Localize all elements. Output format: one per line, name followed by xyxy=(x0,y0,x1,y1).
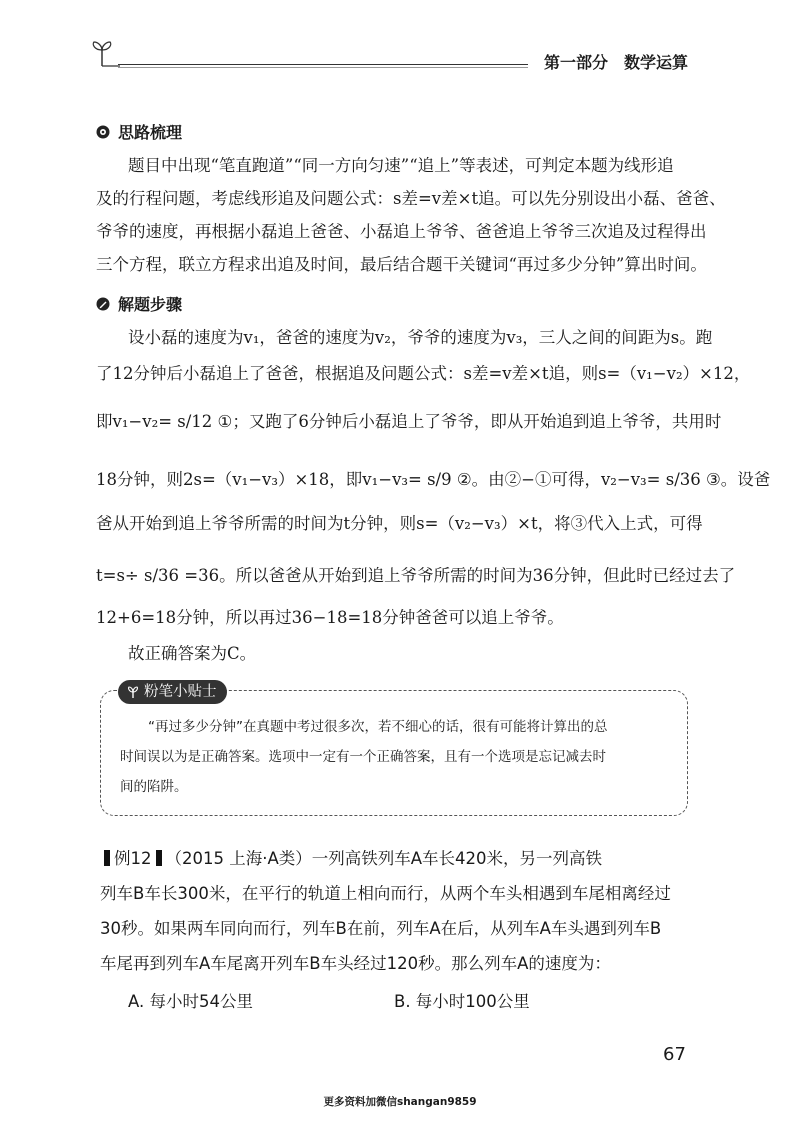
tip-text xyxy=(120,712,674,802)
option-a: A. 每小时54公里 xyxy=(128,992,253,1011)
option-b: B. 每小时100公里 xyxy=(394,992,530,1011)
answer-line: 故正确答案为C。 xyxy=(128,644,257,663)
thinking-line-3: 爷爷的速度，再根据小磊追上爸爸、小磊追上爷爷、爸爸追上爷爷三次追及过程得出 xyxy=(96,222,707,241)
header-rule-secondary xyxy=(118,67,528,68)
tip-label-text: 粉笔小贴士 xyxy=(144,684,217,700)
pencil-icon xyxy=(96,297,110,311)
solving-line-2: 了12分钟后小磊追上了爸爸，根据追及问题公式：s差=v差×t追，则s=（v₁−v₂）×12， xyxy=(96,364,751,383)
solving-line-7: 12+6=18分钟，所以再过36−18=18分钟爸爸可以追上爷爷。 xyxy=(96,608,564,627)
solving-line-5: 爸从开始到追上爷爷所需的时间为t分钟，则s=（v₂−v₃）×t，将③代入上式，可得 xyxy=(96,514,703,533)
tip-line-1: “再过多少分钟”在真题中考过很多次，若不细心的话，很有可能将计算出的总 xyxy=(148,719,608,735)
tip-label xyxy=(118,680,227,704)
gear-icon xyxy=(96,125,110,139)
header-rule xyxy=(118,64,528,65)
tip-line-3: 间的陷阱。 xyxy=(120,779,188,795)
example-tag: 例12 xyxy=(114,849,152,868)
solving-line-4: 18分钟，则2s=（v₁−v₃）×18，即v₁−v₃= s/9 ②。由②−①可得，v₂−v₃= s/36 ③。设爸 xyxy=(96,470,771,489)
example-line-4: 车尾再到列车A车尾离开列车B车头经过120秒。那么列车A的速度为： xyxy=(100,954,611,973)
example-line-3: 30秒。如果两车同向而行，列车B在前，列车A在后，从列车A车头遇到列车B xyxy=(100,919,662,938)
bar-right xyxy=(156,850,162,866)
thinking-line-1: 题目中出现“笔直跑道”“同一方向匀速”“追上”等表述，可判定本题为线形追 xyxy=(128,156,674,175)
solving-line-1: 设小磊的速度为v₁，爸爸的速度为v₂，爷爷的速度为v₃，三人之间的间距为s。跑 xyxy=(128,328,713,347)
footer-text: 更多资料加微信shangan9859 xyxy=(323,1096,477,1108)
example-line-1 xyxy=(100,845,602,869)
thinking-line-2: 及的行程问题，考虑线形追及问题公式：s差=v差×t追。可以先分别设出小磊、爸爸、 xyxy=(96,189,726,208)
example-line-2: 列车B车长300米，在平行的轨道上相向而行，从两个车头相遇到车尾相离经过 xyxy=(100,884,671,903)
example-l1-text: （2015 上海·A类）一列高铁列车A车长420米，另一列高铁 xyxy=(165,849,603,868)
solving-line-6: t=s÷ s/36 =36。所以爸爸从开始到追上爷爷所需的时间为36分钟，但此时已经过去了 xyxy=(96,566,736,585)
bar-left xyxy=(104,850,110,866)
thinking-line-4: 三个方程，联立方程求出追及时间，最后结合题干关键词“再过多少分钟”算出时间。 xyxy=(96,255,707,274)
page-number: 67 xyxy=(663,1044,686,1065)
tip-line-2: 时间误以为是正确答案。选项中一定有一个正确答案，且有一个选项是忘记减去时 xyxy=(120,749,606,765)
solving-title: 解题步骤 xyxy=(118,295,183,314)
section-title: 第一部分 数学运算 xyxy=(544,53,689,72)
thinking-title: 思路梳理 xyxy=(118,123,183,142)
solving-line-3: 即v₁−v₂= s/12 ①；又跑了6分钟后小磊追上了爷爷，即从开始追到追上爷爷，共用时 xyxy=(96,412,722,431)
sprout-icon xyxy=(126,685,140,699)
